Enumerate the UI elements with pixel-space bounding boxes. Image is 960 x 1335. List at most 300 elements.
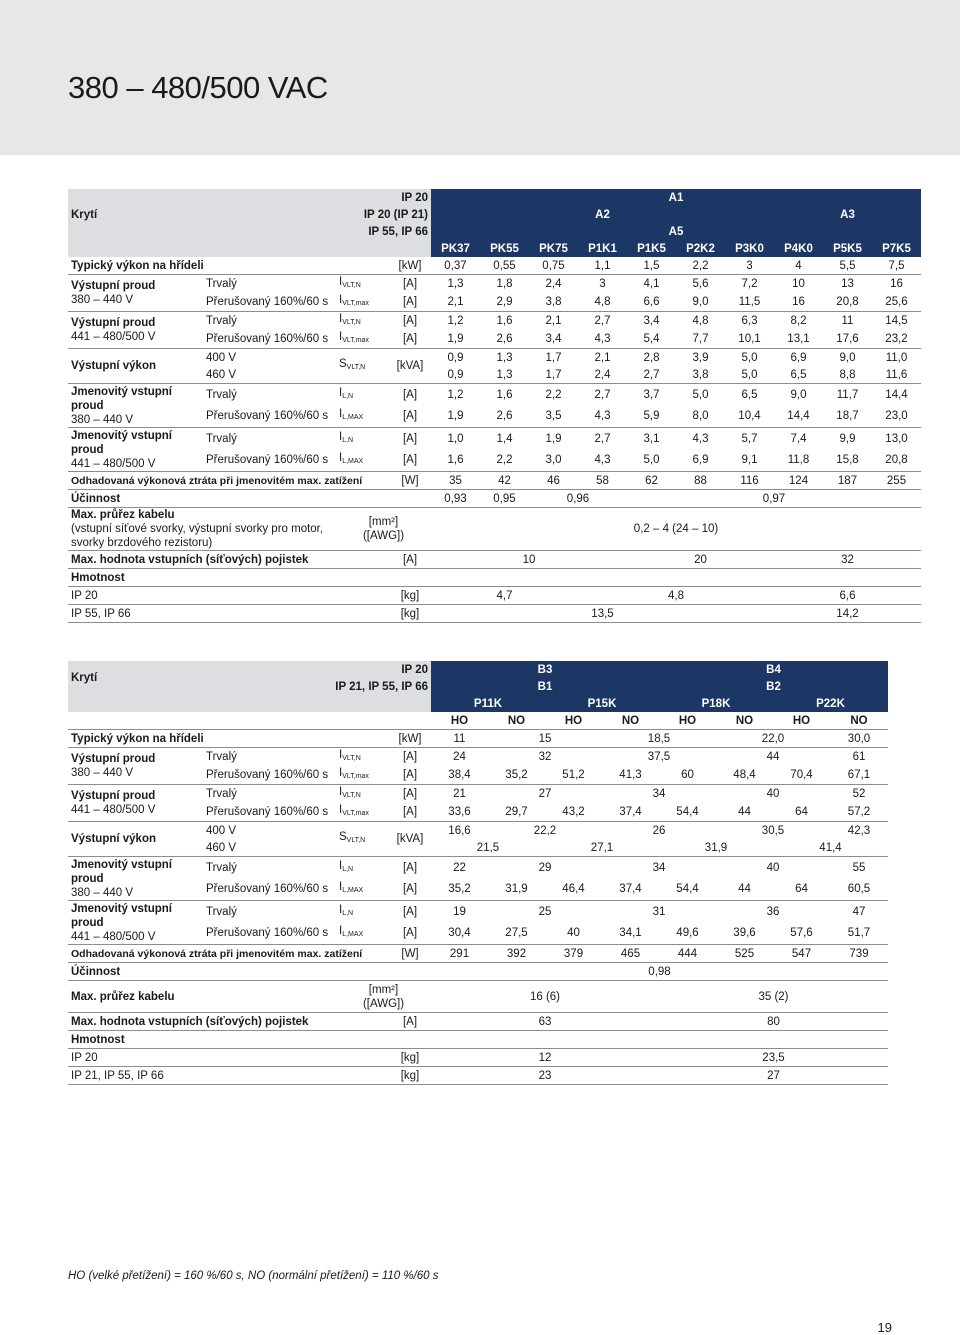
frame-b2: B2	[659, 678, 888, 695]
value-cell: 20,8	[872, 450, 921, 472]
value-cell: 4,3	[578, 450, 627, 472]
value-cell: 58	[578, 472, 627, 490]
value-cell: 20,8	[823, 293, 872, 312]
symbol-cell: $S_{VLT,N}$	[336, 822, 389, 857]
value-cell: 80	[659, 1013, 888, 1031]
value-cell: 57,6	[773, 923, 830, 945]
value-cell: 3,4	[643, 315, 660, 327]
value-cell: 23,5	[659, 1049, 888, 1067]
value-cell: 23,0	[872, 406, 921, 428]
loss-label: Odhadovaná výkonová ztráta při jmenovitém max. zatížení	[68, 945, 389, 963]
value-cell: 48,4	[716, 766, 773, 785]
mode-label: Trvalý	[206, 861, 237, 874]
value-cell: 6,9	[790, 351, 807, 364]
no-label: NO	[716, 712, 773, 730]
frame-a1: A1	[431, 189, 921, 206]
output-current-441-label: Výstupní proud 441 – 480/500 V	[68, 312, 203, 349]
unit-cell: [A]	[389, 330, 431, 349]
value-cell: 5,6	[692, 278, 709, 290]
mode-label: Přerušovaný 160%/60 s	[203, 293, 336, 312]
output-power-label: Výstupní výkon	[68, 349, 203, 384]
value-cell: 3,0	[529, 450, 578, 472]
ip20-label: IP 20	[203, 189, 431, 206]
value-cell: 36	[766, 905, 780, 918]
value-cell: 13	[841, 278, 854, 290]
value-cell: 1,4	[496, 432, 513, 445]
value-cell: 30,5	[761, 824, 785, 837]
value-cell: 13,0	[885, 432, 908, 445]
value-cell: 2,1	[545, 315, 562, 327]
value-cell: 0,9	[431, 366, 480, 384]
value-cell: 30,4	[431, 923, 488, 945]
symbol-cell: $I_{L,N}$	[339, 386, 354, 400]
value-cell: 11,6	[872, 366, 921, 384]
value-cell: 15,8	[823, 450, 872, 472]
value-cell: 44	[766, 751, 780, 763]
value-cell: 9,0	[790, 388, 807, 401]
value-cell: 2,2	[480, 450, 529, 472]
ip55-label: IP 55, IP 66	[203, 223, 431, 240]
value-cell: 444	[659, 945, 716, 963]
value-cell: 62	[627, 472, 676, 490]
value-cell: 1,9	[545, 432, 562, 445]
value-cell: 2,6	[480, 406, 529, 428]
value-cell: 1,3	[496, 351, 513, 364]
value-cell: 9,9	[839, 432, 856, 445]
value-cell: 4,7	[431, 587, 578, 605]
value-cell: 392	[488, 945, 545, 963]
value-cell: 27,1	[545, 839, 659, 857]
voltage-label: 460 V	[203, 839, 336, 857]
value-cell: 55	[852, 861, 866, 874]
value-cell: 4,8	[578, 587, 774, 605]
unit-cell: [mm²] ([AWG])	[336, 508, 431, 551]
value-cell: 0,37	[431, 257, 480, 275]
value-cell: 31,9	[659, 839, 773, 857]
value-cell: 739	[830, 945, 888, 963]
value-cell: 19	[453, 905, 466, 918]
symbol-cell: $I_{VLT,max}$	[336, 330, 389, 349]
mode-label: Trvalý	[206, 432, 237, 445]
cable-label: Max. průřez kabelu	[68, 981, 336, 1013]
value-cell: 4,3	[578, 406, 627, 428]
value-cell: 6,3	[741, 315, 758, 327]
value-cell: 22,0	[716, 730, 830, 748]
value-cell: 8,0	[676, 406, 725, 428]
value-cell: 12	[431, 1049, 659, 1067]
value-cell: 3,4	[529, 330, 578, 349]
ho-label: HO	[659, 712, 716, 730]
value-cell: 5,7	[741, 432, 758, 445]
symbol-cell: $I_{L,MAX}$	[336, 406, 389, 428]
value-cell: 2,2	[676, 257, 725, 275]
voltage-label: 400 V	[206, 351, 237, 364]
value-cell: 40	[766, 861, 780, 874]
value-cell: 16 (6)	[431, 981, 659, 1013]
value-cell: 34,1	[602, 923, 659, 945]
ho-label: HO	[431, 712, 488, 730]
value-cell: 35 (2)	[659, 981, 888, 1013]
symbol-cell: $S_{VLT,N}$	[336, 349, 389, 384]
unit-cell: [A]	[402, 905, 418, 918]
unit-cell: [kVA]	[389, 349, 431, 384]
value-cell: 5,4	[627, 330, 676, 349]
value-cell: 4	[774, 257, 823, 275]
ip21-label: IP 21, IP 55, IP 66	[203, 678, 431, 695]
value-cell: 27	[538, 788, 552, 800]
efficiency-label: Účinnost	[68, 963, 389, 981]
symbol-cell: $I_{L,N}$	[339, 903, 354, 917]
ip20-label: IP 20	[203, 661, 431, 678]
value-cell: 1,2	[447, 315, 464, 327]
value-cell: 255	[872, 472, 921, 490]
value-cell: 23,2	[872, 330, 921, 349]
value-cell: 35,2	[488, 766, 545, 785]
value-cell: 40	[766, 788, 780, 800]
mode-label: Trvalý	[206, 905, 237, 918]
value-cell: 0,95	[480, 490, 529, 508]
mode-label: Přerušovaný 160%/60 s	[203, 803, 336, 822]
value-cell: 124	[774, 472, 823, 490]
value-cell: 3,5	[529, 406, 578, 428]
voltage-label: 400 V	[206, 824, 237, 837]
weight-ip21-label: IP 21, IP 55, IP 66	[68, 1067, 389, 1085]
unit-cell: [mm²] ([AWG])	[336, 981, 431, 1013]
output-power-label: Výstupní výkon	[68, 822, 203, 857]
value-cell: 22,2	[533, 824, 557, 837]
symbol-cell: $I_{VLT,N}$	[339, 276, 361, 289]
unit-cell: [A]	[402, 278, 418, 290]
input-current-441-label: Jmenovitý vstupní proud 441 – 480/500 V	[68, 901, 203, 945]
value-cell: 1,7	[545, 351, 562, 364]
symbol-cell: $I_{L,MAX}$	[336, 879, 389, 901]
value-cell: 16	[774, 293, 823, 312]
model-cell: P22K	[773, 695, 888, 712]
value-cell: 64	[773, 803, 830, 822]
value-cell: 64	[773, 879, 830, 901]
unit-cell: [kg]	[389, 587, 431, 605]
mode-label: Přerušovaný 160%/60 s	[203, 879, 336, 901]
value-cell: 43,2	[545, 803, 602, 822]
value-cell: 2,2	[545, 388, 562, 401]
value-cell: 7,2	[741, 278, 758, 290]
model-cell: P1K1	[578, 240, 627, 257]
model-cell: P3K0	[725, 240, 774, 257]
no-label: NO	[488, 712, 545, 730]
value-cell: 31	[652, 905, 666, 918]
unit-cell: [kW]	[389, 257, 431, 275]
value-cell: 37,4	[602, 879, 659, 901]
value-cell: 2,4	[578, 366, 627, 384]
value-cell: 2,7	[627, 366, 676, 384]
value-cell: 5,0	[692, 388, 709, 401]
value-cell: 49,6	[659, 923, 716, 945]
unit-cell: [kg]	[389, 605, 431, 623]
value-cell: 1,6	[496, 388, 513, 401]
value-cell: 6,5	[774, 366, 823, 384]
value-cell: 15	[488, 730, 602, 748]
unit-cell: [A]	[402, 432, 418, 445]
unit-cell: [A]	[389, 406, 431, 428]
value-cell: 1,1	[578, 257, 627, 275]
unit-cell: [A]	[389, 450, 431, 472]
ho-label: HO	[773, 712, 830, 730]
value-cell: 29,7	[488, 803, 545, 822]
value-cell: 22	[453, 861, 466, 874]
weight-ip20-label: IP 20	[68, 587, 389, 605]
value-cell: 29	[538, 861, 552, 874]
model-cell: P11K	[431, 695, 545, 712]
unit-cell: [kVA]	[389, 822, 431, 857]
value-cell: 5,0	[627, 450, 676, 472]
value-cell: 0,2 – 4 (24 – 10)	[431, 508, 921, 551]
value-cell: 2,1	[594, 351, 611, 364]
value-cell: 1,2	[447, 388, 464, 401]
value-cell: 7,4	[790, 432, 807, 445]
frame-a3: A3	[774, 206, 921, 223]
weight-label: Hmotnost	[68, 569, 921, 587]
value-cell: 32	[774, 551, 921, 569]
unit-cell: [W]	[389, 945, 431, 963]
footnote: HO (velké přetížení) = 160 %/60 s, NO (normální přetížení) = 110 %/60 s	[68, 1270, 439, 1282]
value-cell: 4,3	[578, 330, 627, 349]
value-cell: 33,6	[431, 803, 488, 822]
value-cell: 14,2	[774, 605, 921, 623]
symbol-cell: $I_{L,N}$	[339, 859, 354, 873]
value-cell: 2,1	[431, 293, 480, 312]
value-cell: 51,7	[830, 923, 888, 945]
input-current-380-label: Jmenovitý vstupní proud 380 – 440 V	[68, 857, 203, 901]
output-current-380-label: Výstupní proud 380 – 440 V	[68, 748, 203, 785]
symbol-cell: $I_{VLT,max}$	[336, 293, 389, 312]
value-cell: 6,5	[741, 388, 758, 401]
value-cell: 2,9	[480, 293, 529, 312]
value-cell: 0,9	[447, 351, 464, 364]
value-cell: 2,7	[594, 315, 611, 327]
value-cell: 14,5	[885, 315, 908, 327]
unit-cell: [A]	[389, 879, 431, 901]
value-cell: 2,6	[480, 330, 529, 349]
value-cell: 1,7	[529, 366, 578, 384]
value-cell: 35	[431, 472, 480, 490]
input-current-441-label: Jmenovitý vstupní proud 441 – 480/500 V	[68, 428, 203, 472]
mode-label: Trvalý	[206, 278, 237, 290]
value-cell: 44	[716, 879, 773, 901]
model-cell: P1K5	[627, 240, 676, 257]
value-cell: 1,3	[447, 278, 464, 290]
page-number: 19	[877, 1320, 892, 1335]
value-cell: 187	[823, 472, 872, 490]
value-cell: 11	[431, 730, 488, 748]
value-cell: 57,2	[830, 803, 888, 822]
value-cell: 1,8	[496, 278, 513, 290]
value-cell: 1,9	[431, 406, 480, 428]
value-cell: 7,5	[872, 257, 921, 275]
value-cell: 38,4	[431, 766, 488, 785]
value-cell: 61	[852, 751, 866, 763]
symbol-cell: $I_{L,MAX}$	[336, 450, 389, 472]
value-cell: 11,7	[836, 388, 859, 401]
output-current-380-label: Výstupní proud 380 – 440 V	[68, 275, 203, 312]
fuse-label: Max. hodnota vstupních (síťových) pojistek	[68, 1013, 389, 1031]
value-cell: 1,6	[431, 450, 480, 472]
model-cell: PK55	[480, 240, 529, 257]
mode-label: Trvalý	[206, 788, 237, 800]
value-cell: 37,4	[602, 803, 659, 822]
unit-cell: [A]	[402, 788, 418, 800]
value-cell: 25,6	[872, 293, 921, 312]
input-current-380-label: Jmenovitý vstupní proud 380 – 440 V	[68, 384, 203, 428]
mode-label: Přerušovaný 160%/60 s	[203, 766, 336, 785]
value-cell: 1,5	[627, 257, 676, 275]
value-cell: 88	[676, 472, 725, 490]
cable-label: Max. průřez kabelu (vstupní síťové svorky, výstupní svorky pro motor, svorky brzdového rezistoru)	[68, 508, 336, 551]
value-cell: 1,0	[447, 432, 464, 445]
value-cell: 27	[659, 1067, 888, 1085]
value-cell: 9,0	[839, 351, 856, 364]
model-cell: P2K2	[676, 240, 725, 257]
value-cell: 16	[890, 278, 903, 290]
value-cell: 11,0	[885, 351, 908, 364]
model-cell: P15K	[545, 695, 659, 712]
symbol-cell: $I_{VLT,max}$	[336, 803, 389, 822]
symbol-cell: $I_{VLT,N}$	[339, 786, 361, 799]
mode-label: Trvalý	[206, 751, 237, 763]
value-cell: 21,5	[431, 839, 545, 857]
value-cell: 37,5	[647, 751, 671, 763]
frame-b4: B4	[659, 661, 888, 678]
spec-table-b	[68, 661, 888, 1085]
symbol-cell: $I_{L,MAX}$	[336, 923, 389, 945]
value-cell: 0,93	[431, 490, 480, 508]
unit-cell: [A]	[402, 861, 418, 874]
value-cell: 52	[852, 788, 866, 800]
value-cell: 2,7	[594, 432, 611, 445]
value-cell: 63	[431, 1013, 659, 1031]
value-cell: 0,96	[529, 490, 627, 508]
value-cell: 3,7	[643, 388, 660, 401]
value-cell: 1,9	[431, 330, 480, 349]
value-cell: 116	[725, 472, 774, 490]
page-title: 380 – 480/500 VAC	[68, 70, 328, 105]
value-cell: 35,2	[431, 879, 488, 901]
efficiency-label: Účinnost	[68, 490, 389, 508]
value-cell: 2,7	[594, 388, 611, 401]
fuse-label: Max. hodnota vstupních (síťových) pojistek	[68, 551, 389, 569]
model-cell: P7K5	[872, 240, 921, 257]
value-cell: 10,1	[725, 330, 774, 349]
value-cell: 23	[431, 1067, 659, 1085]
mode-label: Přerušovaný 160%/60 s	[203, 406, 336, 428]
value-cell: 39,6	[716, 923, 773, 945]
value-cell: 5,0	[725, 366, 774, 384]
value-cell: 3,9	[692, 351, 709, 364]
value-cell: 3	[725, 257, 774, 275]
frame-b1: B1	[431, 678, 659, 695]
unit-cell: [kW]	[389, 730, 431, 748]
unit-cell: [A]	[389, 1013, 431, 1031]
power-label: Typický výkon na hřídeli	[68, 730, 389, 748]
mode-label: Trvalý	[206, 388, 237, 401]
mode-label: Trvalý	[206, 315, 237, 327]
value-cell: 13,5	[431, 605, 774, 623]
value-cell: 8,8	[823, 366, 872, 384]
value-cell: 46,4	[545, 879, 602, 901]
value-cell: 25	[538, 905, 552, 918]
value-cell: 0,55	[480, 257, 529, 275]
value-cell: 6,6	[627, 293, 676, 312]
value-cell: 1,6	[496, 315, 513, 327]
value-cell: 47	[852, 905, 866, 918]
value-cell: 547	[773, 945, 830, 963]
symbol-cell: $I_{VLT,N}$	[339, 749, 361, 762]
model-cell: P18K	[659, 695, 773, 712]
value-cell: 34	[652, 788, 666, 800]
value-cell: 16,6	[448, 824, 471, 837]
value-cell: 379	[545, 945, 602, 963]
frame-a5: A5	[431, 223, 921, 240]
value-cell: 54,4	[659, 803, 716, 822]
value-cell: 4,8	[692, 315, 709, 327]
value-cell: 44	[716, 803, 773, 822]
model-cell: P4K0	[774, 240, 823, 257]
value-cell: 11	[841, 315, 854, 327]
value-cell: 27,5	[488, 923, 545, 945]
value-cell: 31,9	[488, 879, 545, 901]
unit-cell: [A]	[402, 388, 418, 401]
value-cell: 8,2	[790, 315, 807, 327]
ho-label: HO	[545, 712, 602, 730]
kryti-label: Krytí	[68, 661, 203, 695]
unit-cell: [A]	[389, 293, 431, 312]
weight-ip20-label: IP 20	[68, 1049, 389, 1067]
value-cell: 0,75	[529, 257, 578, 275]
value-cell: 10,4	[725, 406, 774, 428]
value-cell: 60,5	[830, 879, 888, 901]
voltage-label: 460 V	[203, 366, 336, 384]
value-cell: 51,2	[545, 766, 602, 785]
unit-cell: [kg]	[389, 1067, 431, 1085]
value-cell: 41,3	[602, 766, 659, 785]
value-cell: 18,7	[823, 406, 872, 428]
value-cell: 46	[529, 472, 578, 490]
value-cell: 32	[538, 751, 552, 763]
value-cell: 17,6	[823, 330, 872, 349]
value-cell: 0,98	[431, 963, 888, 981]
spec-table-a	[68, 189, 921, 623]
value-cell: 11,8	[774, 450, 823, 472]
value-cell: 13,1	[774, 330, 823, 349]
loss-label: Odhadovaná výkonová ztráta při jmenovitém max. zatížení	[68, 472, 389, 490]
unit-cell: [A]	[389, 923, 431, 945]
value-cell: 30,0	[830, 730, 888, 748]
value-cell: 18,5	[602, 730, 716, 748]
model-cell: PK37	[431, 240, 480, 257]
value-cell: 4,8	[578, 293, 627, 312]
value-cell: 26	[652, 824, 666, 837]
mode-label: Přerušovaný 160%/60 s	[203, 330, 336, 349]
model-cell: PK75	[529, 240, 578, 257]
value-cell: 60	[659, 766, 716, 785]
value-cell: 10	[792, 278, 805, 290]
ip20-21-label: IP 20 (IP 21)	[203, 206, 431, 223]
value-cell: 3,8	[676, 366, 725, 384]
unit-cell: [A]	[389, 766, 431, 785]
unit-cell: [A]	[402, 315, 418, 327]
value-cell: 0,97	[627, 490, 921, 508]
value-cell: 7,7	[676, 330, 725, 349]
value-cell: 3,8	[529, 293, 578, 312]
